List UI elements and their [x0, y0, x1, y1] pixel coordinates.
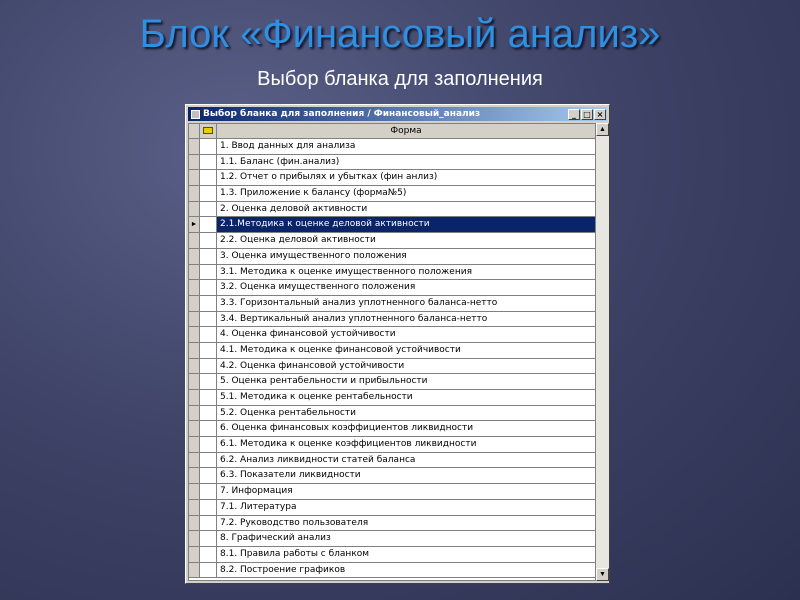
- row-icon-cell[interactable]: [200, 202, 217, 217]
- row-form-name[interactable]: 1.3. Приложение к балансу (форма№5): [220, 188, 407, 199]
- grid-rows: [189, 139, 595, 578]
- row-form-name[interactable]: 5. Оценка рентабельности и прибыльности: [220, 376, 428, 387]
- row-icon-cell[interactable]: [200, 437, 217, 452]
- table-row[interactable]: [189, 139, 595, 155]
- header-icon-cell[interactable]: [200, 124, 217, 138]
- table-row[interactable]: [189, 468, 595, 484]
- row-indicator[interactable]: [189, 484, 200, 499]
- row-form-name[interactable]: 8.1. Правила работы с бланком: [220, 548, 370, 559]
- row-form-name[interactable]: 2.1.Методика к оценке деловой активности: [217, 217, 595, 232]
- row-icon-cell[interactable]: [200, 453, 217, 468]
- row-form-name[interactable]: 4.1. Методика к оценке финансовой устойчивости: [220, 344, 461, 355]
- row-icon-cell[interactable]: [200, 484, 217, 499]
- row-indicator[interactable]: [189, 312, 200, 327]
- table-row[interactable]: [189, 374, 595, 390]
- row-form-name[interactable]: 5.2. Оценка рентабельности: [220, 407, 356, 418]
- table-row[interactable]: [189, 516, 595, 532]
- header-indicator-cell: [189, 124, 200, 138]
- row-indicator[interactable]: [189, 296, 200, 311]
- vertical-scrollbar[interactable]: [596, 123, 609, 581]
- slide-title: Блок «Финансовый анализ»: [139, 12, 661, 56]
- column-header-form[interactable]: Форма: [390, 126, 422, 136]
- row-icon-cell[interactable]: [200, 516, 217, 531]
- row-form-name[interactable]: 3.3. Горизонтальный анализ уплотненного баланса-нетто: [220, 297, 498, 308]
- table-row[interactable]: [189, 390, 595, 406]
- row-form-name[interactable]: 7.2. Руководство пользователя: [220, 517, 369, 528]
- row-indicator[interactable]: [189, 421, 200, 436]
- row-icon-cell[interactable]: [200, 563, 217, 578]
- table-row[interactable]: [189, 359, 595, 375]
- row-icon-cell[interactable]: [200, 547, 217, 562]
- table-row[interactable]: [189, 563, 595, 579]
- row-indicator[interactable]: [189, 202, 200, 217]
- row-form-name[interactable]: 2.2. Оценка деловой активности: [220, 235, 376, 246]
- row-form-name[interactable]: 3.4. Вертикальный анализ уплотненного баланса-нетто: [220, 313, 488, 324]
- row-indicator[interactable]: [189, 547, 200, 562]
- row-icon-cell[interactable]: [200, 312, 217, 327]
- row-icon-cell[interactable]: [200, 296, 217, 311]
- app-icon: [191, 110, 200, 119]
- row-indicator[interactable]: [189, 390, 200, 405]
- forms-grid: [188, 123, 596, 581]
- row-icon-cell[interactable]: [200, 406, 217, 421]
- row-icon-cell[interactable]: [200, 280, 217, 295]
- row-form-name[interactable]: 6.1. Методика к оценке коэффициентов ликвидности: [220, 439, 477, 450]
- window-titlebar[interactable]: [188, 107, 607, 121]
- folder-icon: [203, 127, 213, 134]
- table-row[interactable]: [189, 484, 595, 500]
- row-form-name[interactable]: 3.1. Методика к оценке имущественного положения: [220, 266, 472, 277]
- table-row[interactable]: [189, 327, 595, 343]
- row-icon-cell[interactable]: [200, 390, 217, 405]
- row-icon-cell[interactable]: [200, 327, 217, 342]
- row-indicator[interactable]: [189, 233, 200, 248]
- row-form-name[interactable]: 7.1. Литература: [220, 501, 297, 512]
- table-row[interactable]: [189, 531, 595, 547]
- maximize-button[interactable]: □: [581, 109, 593, 120]
- slide-subtitle: Выбор бланка для заполнения: [257, 68, 543, 90]
- row-indicator[interactable]: [189, 468, 200, 483]
- minimize-button[interactable]: _: [568, 109, 580, 120]
- row-indicator[interactable]: [189, 516, 200, 531]
- row-indicator[interactable]: [189, 500, 200, 515]
- row-icon-cell[interactable]: [200, 421, 217, 436]
- table-row[interactable]: [189, 437, 595, 453]
- row-form-name[interactable]: 8. Графический анализ: [220, 533, 331, 544]
- table-row[interactable]: [189, 186, 595, 202]
- row-indicator[interactable]: [189, 343, 200, 358]
- table-row[interactable]: [189, 233, 595, 249]
- row-icon-cell[interactable]: [200, 217, 217, 232]
- row-indicator[interactable]: [189, 265, 200, 280]
- row-form-name[interactable]: 6. Оценка финансовых коэффициентов ликвидности: [220, 423, 474, 434]
- row-form-name[interactable]: 7. Информация: [220, 486, 293, 497]
- table-row[interactable]: [189, 296, 595, 312]
- row-icon-cell[interactable]: [200, 249, 217, 264]
- row-indicator[interactable]: [189, 406, 200, 421]
- row-indicator[interactable]: [189, 437, 200, 452]
- row-icon-cell[interactable]: [200, 343, 217, 358]
- row-icon-cell[interactable]: [200, 155, 217, 170]
- row-form-name[interactable]: 4.2. Оценка финансовой устойчивости: [220, 360, 405, 371]
- scroll-up-button[interactable]: ▲: [596, 123, 609, 136]
- table-row[interactable]: [189, 280, 595, 296]
- row-icon-cell[interactable]: [200, 359, 217, 374]
- row-form-name[interactable]: 5.1. Методика к оценке рентабельности: [220, 392, 413, 402]
- close-button[interactable]: ×: [594, 109, 606, 120]
- table-row[interactable]: [189, 343, 595, 359]
- row-indicator[interactable]: [189, 374, 200, 389]
- row-form-name[interactable]: 1.2. Отчет о прибылях и убытках (фин анлиз): [220, 172, 438, 183]
- table-row[interactable]: [189, 202, 595, 218]
- row-indicator[interactable]: [189, 249, 200, 264]
- row-indicator[interactable]: [189, 563, 200, 578]
- row-icon-cell[interactable]: [200, 139, 217, 154]
- form-selection-window: [185, 104, 610, 584]
- table-row[interactable]: [189, 217, 595, 233]
- row-form-name[interactable]: 1.1. Баланс (фин.анализ): [220, 156, 340, 167]
- table-row[interactable]: [189, 421, 595, 437]
- row-form-name[interactable]: 6.3. Показатели ликвидности: [220, 470, 361, 481]
- row-icon-cell[interactable]: [200, 233, 217, 248]
- table-row[interactable]: [189, 265, 595, 281]
- table-row[interactable]: [189, 500, 595, 516]
- table-row[interactable]: [189, 170, 595, 186]
- row-icon-cell[interactable]: [200, 500, 217, 515]
- row-indicator[interactable]: [189, 359, 200, 374]
- row-indicator[interactable]: [189, 170, 200, 185]
- row-indicator[interactable]: [189, 327, 200, 342]
- row-icon-cell[interactable]: [200, 468, 217, 483]
- row-icon-cell[interactable]: [200, 374, 217, 389]
- row-form-name[interactable]: 2. Оценка деловой активности: [220, 203, 368, 214]
- row-form-name[interactable]: 3. Оценка имущественного положения: [220, 250, 407, 261]
- row-icon-cell[interactable]: [200, 265, 217, 280]
- row-form-name[interactable]: 6.2. Анализ ликвидности статей баланса: [220, 454, 416, 465]
- row-indicator[interactable]: [189, 139, 200, 154]
- scroll-down-button[interactable]: ▼: [596, 568, 609, 581]
- table-row[interactable]: [189, 312, 595, 328]
- row-indicator[interactable]: ►: [189, 217, 200, 232]
- table-row[interactable]: [189, 249, 595, 265]
- row-icon-cell[interactable]: [200, 170, 217, 185]
- row-indicator[interactable]: [189, 531, 200, 546]
- row-indicator[interactable]: [189, 186, 200, 201]
- row-form-name[interactable]: 4. Оценка финансовой устойчивости: [220, 329, 396, 340]
- row-form-name[interactable]: 3.2. Оценка имущественного положения: [220, 282, 416, 293]
- row-indicator[interactable]: [189, 280, 200, 295]
- grid-header: [189, 124, 595, 139]
- row-icon-cell[interactable]: [200, 186, 217, 201]
- table-row[interactable]: [189, 155, 595, 171]
- row-form-name[interactable]: 8.2. Построение графиков: [220, 564, 346, 575]
- row-icon-cell[interactable]: [200, 531, 217, 546]
- row-indicator[interactable]: [189, 453, 200, 468]
- table-row[interactable]: [189, 547, 595, 563]
- row-indicator[interactable]: [189, 155, 200, 170]
- table-row[interactable]: [189, 406, 595, 422]
- row-form-name[interactable]: 1. Ввод данных для анализа: [220, 141, 356, 151]
- window-title: Выбор бланка для заполнения / Финансовый_анализ: [203, 109, 481, 119]
- table-row[interactable]: [189, 453, 595, 469]
